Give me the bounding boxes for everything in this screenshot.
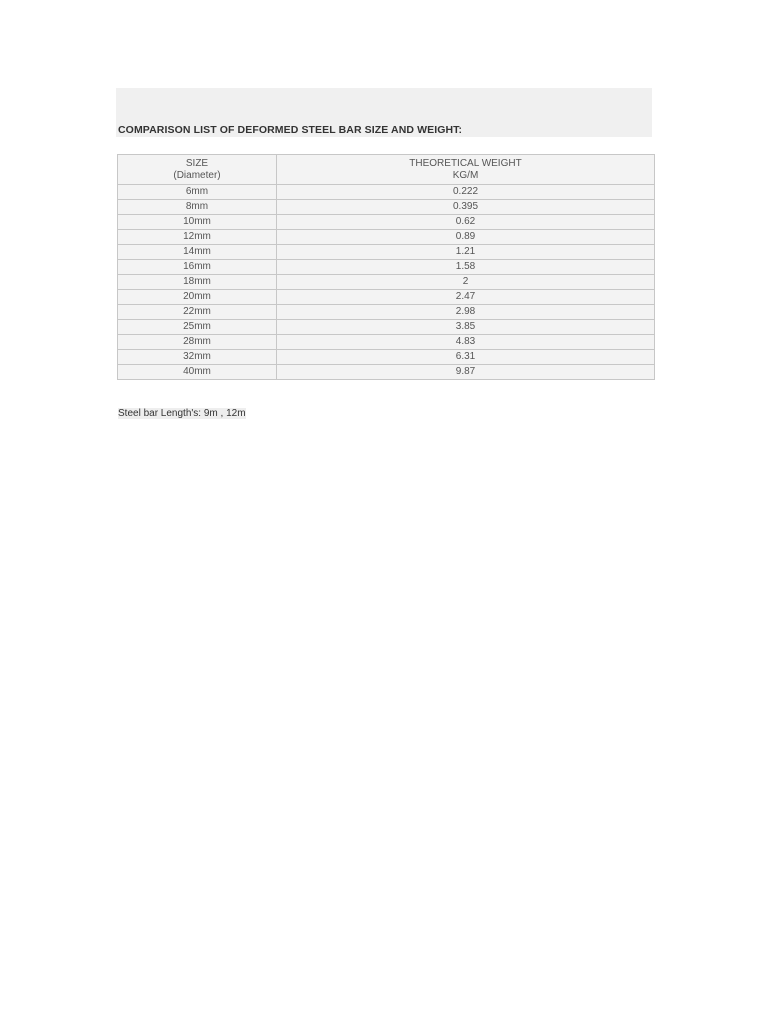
size-cell: 10mm [118, 215, 277, 230]
steel-bar-length-note: Steel bar Length's: 9m , 12m [118, 408, 246, 419]
table-row [118, 365, 655, 380]
table-body [118, 185, 655, 380]
table-row [118, 320, 655, 335]
size-cell: 8mm [118, 200, 277, 215]
table-row [118, 305, 655, 320]
steel-bar-weight-table [117, 154, 655, 380]
table-row [118, 350, 655, 365]
weight-cell: 6.31 [277, 350, 655, 365]
weight-cell: 0.62 [277, 215, 655, 230]
weight-cell: 0.222 [277, 185, 655, 200]
size-cell: 14mm [118, 245, 277, 260]
size-cell: 25mm [118, 320, 277, 335]
table-row [118, 230, 655, 245]
size-cell: 18mm [118, 275, 277, 290]
size-cell: 28mm [118, 335, 277, 350]
weight-cell: 0.395 [277, 200, 655, 215]
size-header-label: SIZE [185, 157, 209, 169]
table-row [118, 260, 655, 275]
weight-header-unit: KG/M [452, 169, 479, 181]
size-cell: 6mm [118, 185, 277, 200]
table-row [118, 185, 655, 200]
document-title: COMPARISON LIST OF DEFORMED STEEL BAR SIZE AND WEIGHT: [118, 124, 463, 136]
size-header-sublabel: (Diameter) [173, 169, 221, 181]
weight-column-header [277, 155, 655, 185]
size-column-header [118, 155, 277, 185]
weight-header-label: THEORETICAL WEIGHT [409, 157, 522, 169]
table-row [118, 290, 655, 305]
size-cell: 32mm [118, 350, 277, 365]
table-row [118, 245, 655, 260]
table-header-row [118, 155, 655, 185]
size-cell: 22mm [118, 305, 277, 320]
size-cell: 40mm [118, 365, 277, 380]
weight-cell: 0.89 [277, 230, 655, 245]
table-row [118, 215, 655, 230]
table-row [118, 200, 655, 215]
weight-cell: 2.47 [277, 290, 655, 305]
table-row [118, 275, 655, 290]
weight-cell: 3.85 [277, 320, 655, 335]
weight-cell: 2 [277, 275, 655, 290]
weight-cell: 2.98 [277, 305, 655, 320]
weight-cell: 9.87 [277, 365, 655, 380]
size-cell: 12mm [118, 230, 277, 245]
table-row [118, 335, 655, 350]
weight-cell: 4.83 [277, 335, 655, 350]
size-cell: 20mm [118, 290, 277, 305]
weight-cell: 1.58 [277, 260, 655, 275]
size-cell: 16mm [118, 260, 277, 275]
weight-cell: 1.21 [277, 245, 655, 260]
